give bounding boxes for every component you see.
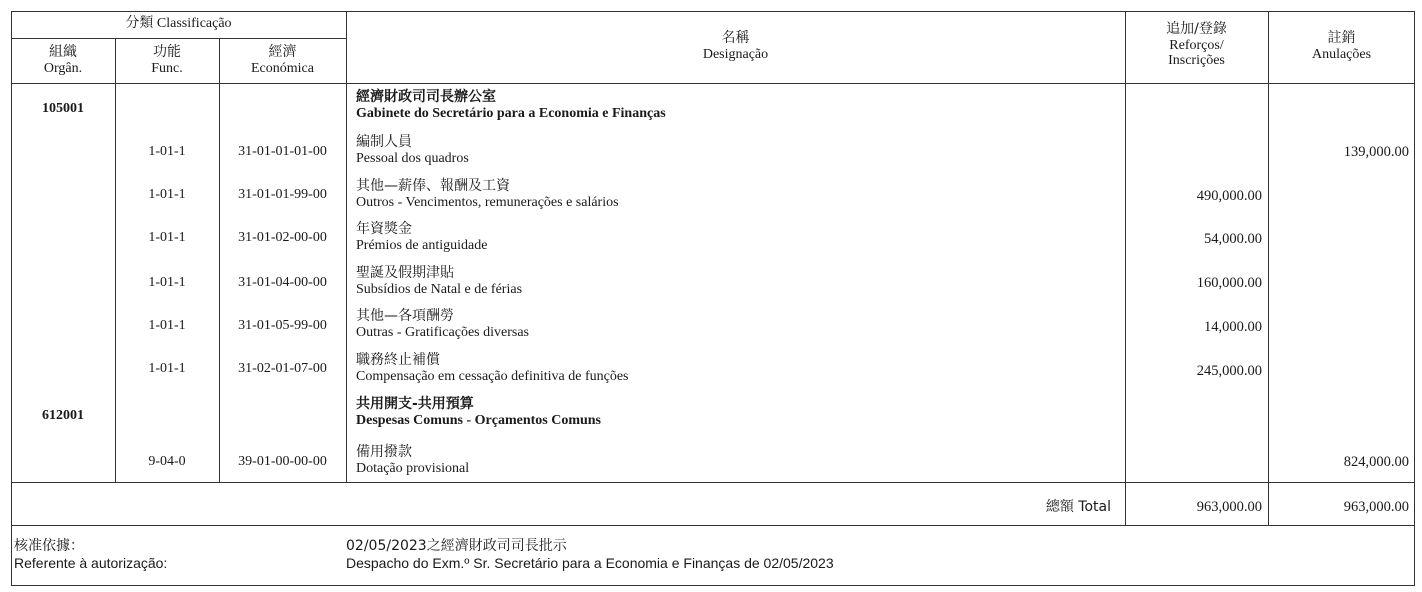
func-header (115, 44, 219, 76)
name-header-pt: Designação (702, 47, 769, 62)
row-name-pt: Pessoal dos quadros (356, 151, 469, 166)
total-add: 963,000.00 (1196, 499, 1262, 515)
authorization-value-pt: Despacho do Exm.º Sr. Secretário para a Economia e Finanças de 02/05/2023 (346, 555, 834, 571)
row-designation (356, 308, 1116, 341)
rule-left (11, 11, 12, 586)
rule-add-cancel (1268, 11, 1269, 525)
rule-classification (11, 38, 346, 39)
rule-top (11, 11, 1415, 12)
cancel-header-pt: Anulações (1311, 47, 1372, 62)
row-name-zh: 備用撥款 (356, 444, 412, 460)
rule-bottom (11, 585, 1415, 586)
row-designation (356, 396, 1116, 429)
row-name-zh: 經濟財政司司長辦公室 (356, 89, 496, 105)
econ-header-zh: 經濟 (268, 44, 297, 60)
row-name-zh: 年資獎金 (356, 221, 412, 237)
row-add-amount: 245,000.00 (1196, 363, 1262, 379)
row-add-amount: 14,000.00 (1204, 319, 1262, 335)
cancel-header-zh: 註銷 (1327, 30, 1356, 46)
row-econ-code: 31-01-04-00-00 (238, 275, 327, 290)
name-header-zh: 名稱 (721, 30, 750, 46)
row-func-code: 9-04-0 (148, 454, 186, 469)
authorization-label-zh: 核准依據： (14, 538, 84, 554)
row-name-zh: 其他—各項酬勞 (356, 308, 454, 324)
row-add-amount: 54,000.00 (1204, 231, 1262, 247)
authorization-label-pt: Referente à autorização: (14, 555, 168, 571)
add-header-pt1: Reforços/ (1169, 38, 1224, 53)
total-label: 總額 Total (1045, 499, 1111, 515)
org-header-pt: Orgân. (43, 61, 83, 76)
authorization-value (346, 538, 1406, 572)
row-name-zh: 編制人員 (356, 134, 412, 150)
org-header (11, 44, 115, 76)
row-org-code: 612001 (42, 408, 84, 423)
row-designation (356, 444, 1116, 477)
row-designation (356, 178, 1116, 211)
row-name-zh: 聖誕及假期津貼 (356, 265, 454, 281)
row-name-zh: 其他—薪俸、報酬及工資 (356, 178, 510, 194)
row-func-code: 1-01-1 (148, 361, 186, 376)
row-designation (356, 352, 1116, 385)
row-designation (356, 265, 1116, 298)
authorization-label (14, 538, 334, 572)
add-header-zh: 追加/登錄 (1166, 21, 1227, 37)
row-name-pt: Gabinete do Secretário para a Economia e Finanças (356, 106, 666, 121)
add-header-pt2: Inscrições (1168, 53, 1225, 68)
row-cancel-amount: 824,000.00 (1343, 454, 1409, 470)
cancel-header (1268, 30, 1415, 62)
row-econ-code: 31-01-01-99-00 (238, 187, 327, 202)
row-func-code: 1-01-1 (148, 230, 186, 245)
rule-name-add (1125, 11, 1126, 525)
total-cancel: 963,000.00 (1343, 499, 1409, 515)
row-func-code: 1-01-1 (148, 144, 186, 159)
row-org-code: 105001 (42, 101, 84, 116)
row-name-pt: Subsídios de Natal e de férias (356, 282, 523, 297)
add-header (1125, 21, 1268, 68)
row-econ-code: 31-02-01-07-00 (238, 361, 327, 376)
row-name-pt: Prémios de antiguidade (356, 238, 488, 253)
rule-func-econ (219, 38, 220, 482)
org-header-zh: 組織 (49, 44, 77, 60)
row-name-pt: Outros - Vencimentos, remunerações e salários (356, 195, 619, 210)
row-name-pt: Outras - Gratificações diversas (356, 325, 529, 340)
row-name-zh: 共用開支-共用預算 (356, 396, 474, 412)
row-func-code: 1-01-1 (148, 275, 186, 290)
row-add-amount: 490,000.00 (1196, 188, 1262, 204)
row-cancel-amount: 139,000.00 (1343, 144, 1409, 160)
rule-right (1414, 11, 1415, 586)
rule-header-bottom (11, 83, 1415, 84)
row-designation (356, 134, 1116, 167)
econ-header-pt: Económica (251, 61, 314, 76)
name-header (346, 30, 1125, 62)
row-econ-code: 39-01-00-00-00 (238, 454, 327, 469)
row-designation (356, 89, 1116, 122)
classification-header: 分類 Classificação (125, 16, 232, 31)
row-name-pt: Dotação provisional (356, 461, 470, 476)
rule-total-bottom (11, 525, 1415, 526)
row-designation (356, 221, 1116, 254)
econ-header (219, 44, 346, 76)
row-econ-code: 31-01-05-99-00 (238, 318, 327, 333)
row-econ-code: 31-01-01-01-00 (238, 144, 327, 159)
authorization-value-zh: 02/05/2023之經濟財政司司長批示 (346, 538, 567, 554)
row-name-pt: Despesas Comuns - Orçamentos Comuns (356, 413, 602, 428)
row-econ-code: 31-01-02-00-00 (238, 230, 327, 245)
row-add-amount: 160,000.00 (1196, 275, 1262, 291)
budget-table (11, 11, 1415, 586)
row-func-code: 1-01-1 (148, 318, 186, 333)
rule-org-func (115, 38, 116, 482)
rule-econ-name (346, 11, 347, 482)
func-header-pt: Func. (151, 61, 183, 76)
row-name-pt: Compensação em cessação definitiva de funções (356, 369, 629, 384)
row-func-code: 1-01-1 (148, 187, 186, 202)
row-name-zh: 職務終止補償 (356, 352, 440, 368)
rule-body-bottom (11, 482, 1415, 483)
func-header-zh: 功能 (153, 44, 181, 60)
